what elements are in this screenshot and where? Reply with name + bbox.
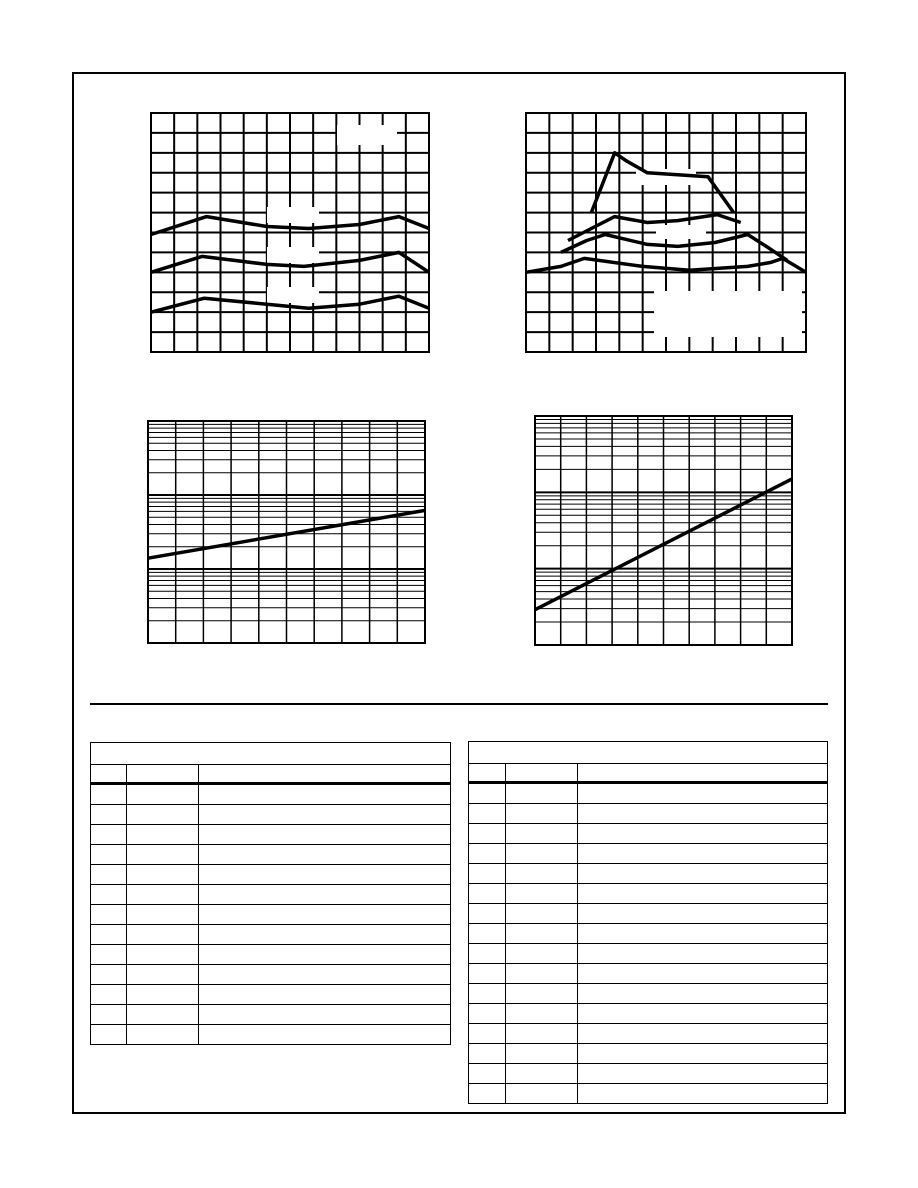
label-area [267, 247, 319, 263]
table-row [469, 964, 827, 984]
table-cell [577, 864, 827, 884]
table-cell [469, 984, 505, 1004]
table-cell [577, 783, 827, 804]
table-cell [505, 804, 577, 824]
table-cell [469, 824, 505, 844]
table-body [91, 765, 450, 1044]
table-cell [91, 784, 126, 805]
table-cell [126, 845, 198, 865]
table-row [469, 884, 827, 904]
header-cell [198, 765, 450, 784]
label-area [656, 225, 706, 239]
table-body [469, 764, 827, 1103]
table-title [91, 743, 450, 765]
table-cell [469, 944, 505, 964]
table-cell [577, 844, 827, 864]
table-cell [198, 1025, 450, 1045]
table-cell [505, 1064, 577, 1084]
table-cell [126, 885, 198, 905]
table-cell [505, 1044, 577, 1064]
table-cell [91, 905, 126, 925]
table-cell [198, 865, 450, 885]
table-cell [91, 1025, 126, 1045]
pin-table-right [468, 741, 828, 1104]
table-cell [91, 965, 126, 985]
table-cell [198, 885, 450, 905]
table-cell [469, 1004, 505, 1024]
table-cell [505, 1004, 577, 1024]
table-cell [469, 904, 505, 924]
label-area [267, 287, 319, 303]
table-cell [469, 844, 505, 864]
table-cell [505, 864, 577, 884]
table-cell [577, 944, 827, 964]
table-cell [577, 1064, 827, 1084]
table-row [91, 945, 450, 965]
table-cell [505, 783, 577, 804]
table-cell [577, 884, 827, 904]
table-row [91, 905, 450, 925]
table-cell [505, 964, 577, 984]
table-row [91, 865, 450, 885]
header-cell [469, 764, 505, 783]
table-cell [469, 804, 505, 824]
table-cell [91, 845, 126, 865]
table-row [91, 1005, 450, 1025]
table-title [469, 742, 827, 764]
table-cell [91, 805, 126, 825]
header-cell [577, 764, 827, 783]
table-row [469, 1044, 827, 1064]
table-row [469, 804, 827, 824]
table-cell [505, 824, 577, 844]
table-row [469, 924, 827, 944]
table-cell [198, 945, 450, 965]
table-cell [469, 1024, 505, 1044]
table-cell [577, 1044, 827, 1064]
table-cell [198, 905, 450, 925]
table-cell [91, 885, 126, 905]
table-row [469, 864, 827, 884]
chart-bottom-left [148, 421, 425, 643]
table-row [91, 885, 450, 905]
table-cell [198, 845, 450, 865]
table-cell [126, 925, 198, 945]
table-cell [126, 825, 198, 845]
table-row [469, 1004, 827, 1024]
header-cell [126, 765, 198, 784]
table-cell [577, 1084, 827, 1104]
table-row [469, 1084, 827, 1104]
table-cell [126, 985, 198, 1005]
table-row [91, 925, 450, 945]
table-cell [505, 844, 577, 864]
table-cell [505, 904, 577, 924]
table-cell [469, 964, 505, 984]
table-row [469, 944, 827, 964]
header-cell [91, 765, 126, 784]
table-cell [91, 865, 126, 885]
table-cell [126, 1005, 198, 1025]
table-cell [198, 784, 450, 805]
table-cell [469, 1064, 505, 1084]
table-cell [577, 904, 827, 924]
table-cell [91, 925, 126, 945]
table-cell [126, 945, 198, 965]
table-row [469, 1024, 827, 1044]
table-row [469, 984, 827, 1004]
pin-table-left [90, 742, 451, 1045]
table-cell [577, 964, 827, 984]
table-cell [577, 824, 827, 844]
section-divider [90, 703, 828, 705]
table-cell [198, 805, 450, 825]
table-cell [505, 884, 577, 904]
table-row [91, 784, 450, 805]
table-cell [91, 825, 126, 845]
table-cell [577, 804, 827, 824]
table-cell [126, 784, 198, 805]
table-cell [577, 924, 827, 944]
table-cell [577, 984, 827, 1004]
table-cell [91, 1005, 126, 1025]
table-cell [577, 1024, 827, 1044]
table-cell [91, 945, 126, 965]
table-cell [505, 1084, 577, 1104]
table-cell [198, 925, 450, 945]
table-cell [198, 965, 450, 985]
table-cell [505, 984, 577, 1004]
header-cell [505, 764, 577, 783]
table-cell [505, 1024, 577, 1044]
table-cell [126, 905, 198, 925]
table-cell [198, 825, 450, 845]
table-row [469, 844, 827, 864]
table-cell [198, 1005, 450, 1025]
table-row [91, 965, 450, 985]
label-area [654, 291, 802, 337]
table-row [469, 783, 827, 804]
table-cell [126, 1025, 198, 1045]
table-cell [469, 864, 505, 884]
table-cell [126, 865, 198, 885]
table-row [469, 904, 827, 924]
table-cell [198, 985, 450, 1005]
chart-top-left [151, 113, 429, 352]
table-cell [469, 783, 505, 804]
table-cell [469, 1084, 505, 1104]
label-area [267, 207, 319, 223]
label-area [337, 125, 397, 145]
table-row [469, 1064, 827, 1084]
table-row [91, 985, 450, 1005]
table-header-row [469, 764, 827, 783]
table-cell [469, 884, 505, 904]
table-cell [469, 1044, 505, 1064]
table-row [91, 845, 450, 865]
table-cell [126, 965, 198, 985]
table-row [91, 825, 450, 845]
table-cell [126, 805, 198, 825]
table-cell [469, 924, 505, 944]
table-cell [91, 985, 126, 1005]
table-row [91, 1025, 450, 1045]
table-row [91, 805, 450, 825]
table-cell [577, 1004, 827, 1024]
table-header-row [91, 765, 450, 784]
chart-bottom-right [535, 416, 792, 645]
table-row [469, 824, 827, 844]
table-cell [505, 924, 577, 944]
chart-top-right [526, 113, 806, 352]
table-cell [505, 944, 577, 964]
